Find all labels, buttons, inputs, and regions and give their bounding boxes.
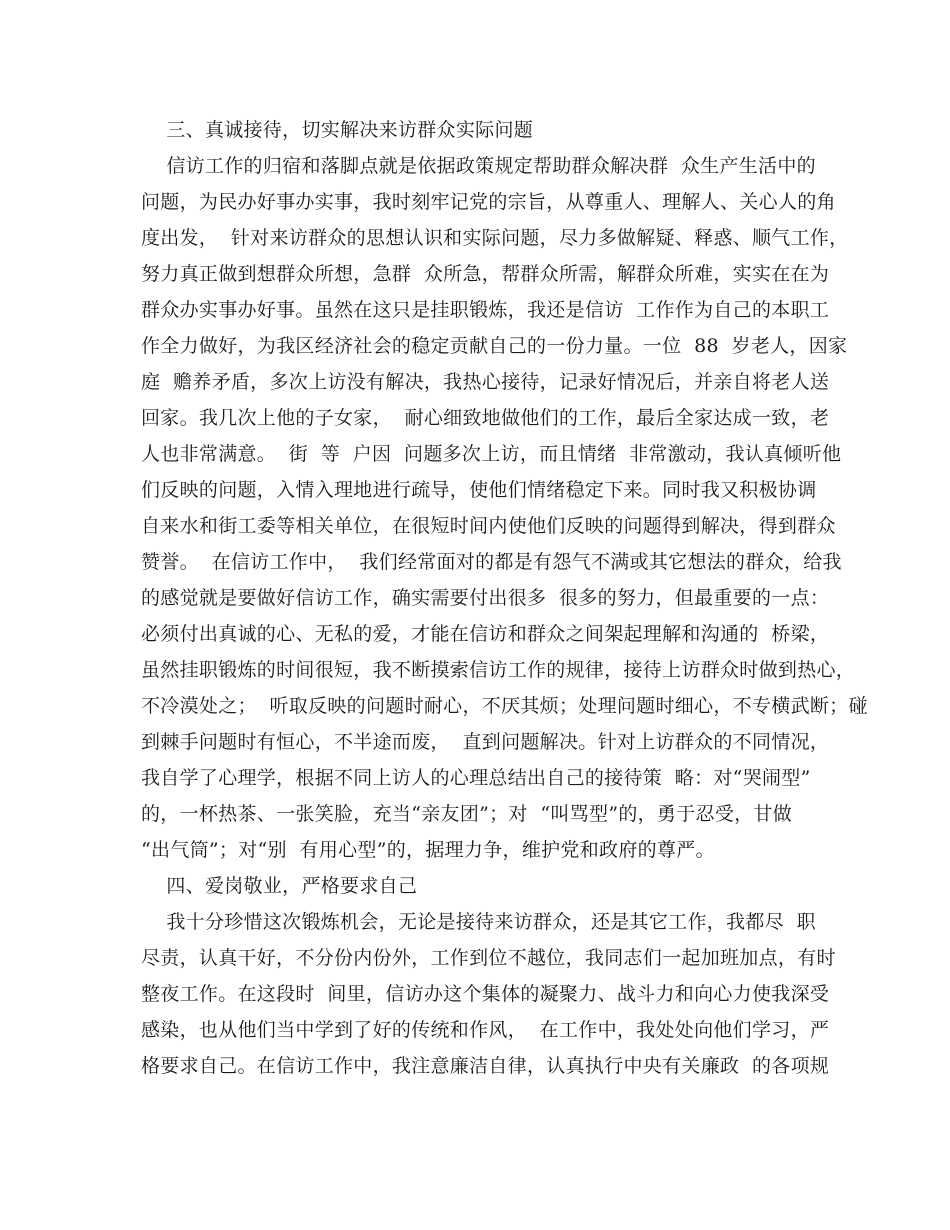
paragraph-line: 们反映的问题，入情入理地进行疏导，使他们情绪稳定下来。同时我又积极协调 <box>141 479 817 501</box>
paragraph-line: 信访工作的归宿和落脚点就是依据政策规定帮助群众解决群 众生产生活中的 <box>141 155 816 177</box>
paragraph-line: 人也非常满意。 街 等 户因 问题多次上访，而且情绪 非常激动，我认真倾听他 <box>141 443 842 465</box>
section-heading: 四、爱岗敬业，严格要求自己 <box>141 875 418 897</box>
paragraph-line: 的感觉就是要做好信访工作，确实需要付出很多 很多的努力，但最重要的一点： <box>141 587 830 609</box>
paragraph-line: 感染，也从他们当中学到了好的传统和作风， 在工作中，我处处向他们学习，严 <box>141 1019 830 1041</box>
paragraph-line: 作全力做好，为我区经济社会的稳定贡献自己的一份力量。一位 88 岁老人，因家 <box>141 335 848 357</box>
paragraph-line: 自来水和街工委等相关单位，在很短时间内使他们反映的问题得到解决，得到群众 <box>141 515 836 537</box>
paragraph-line: 问题，为民办好事办实事，我时刻牢记党的宗旨，从尊重人、理解人、关心人的角 <box>141 191 836 213</box>
paragraph-line: 度出发， 针对来访群众的思想认识和实际问题，尽力多做解疑、释惑、顺气工作， <box>141 227 849 249</box>
paragraph-line: 群众办实事办好事。虽然在这只是挂职锻炼，我还是信访 工作作为自己的本职工 <box>141 299 830 321</box>
paragraph-line: 不冷漠处之； 听取反映的问题时耐心，不厌其烦；处理问题时细心，不专横武断；碰 <box>141 695 868 717</box>
paragraph-line: 尽责，认真干好，不分份内份外，工作到位不越位，我同志们一起加班加点，有时 <box>141 947 836 969</box>
paragraph-line: 必须付出真诚的心、无私的爱，才能在信访和群众之间架起理解和沟通的 桥梁， <box>141 623 830 645</box>
paragraph-line: 虽然挂职锻炼的时间很短，我不断摸索信访工作的规律，接待上访群众时做到热心， <box>141 659 856 681</box>
paragraph-line: 努力真正做到想群众所想，急群 众所急，帮群众所需，解群众所难，实实在在为 <box>141 263 830 285</box>
paragraph-line: 整夜工作。在这段时 间里，信访办这个集体的凝聚力、战斗力和向心力使我深受 <box>141 983 830 1005</box>
paragraph-line: 格要求自己。在信访工作中，我注意廉洁自律，认真执行中央有关廉政 的各项规 <box>141 1055 830 1077</box>
section-heading: 三、真诚接待，切实解决来访群众实际问题 <box>141 119 534 141</box>
paragraph-line: 回家。我几次上他的子女家， 耐心细致地做他们的工作，最后全家达成一致，老 <box>141 407 830 429</box>
paragraph-line: 到棘手问题时有恒心，不半途而废， 直到问题解决。针对上访群众的不同情况， <box>141 731 830 753</box>
paragraph-line: 我十分珍惜这次锻炼机会，无论是接待来访群众，还是其它工作，我都尽 职 <box>141 911 816 933</box>
paragraph-line: 我自学了心理学，根据不同上访人的心理总结出自己的接待策 略：对“哭闹型” <box>141 767 811 789</box>
paragraph-line: “出气筒”；对“别 有用心型”的，据理力争，维护党和政府的尊严。 <box>141 839 715 861</box>
paragraph-line: 庭 赡养矛盾，多次上访没有解决，我热心接待，记录好情况后，并亲自将老人送 <box>141 371 830 393</box>
paragraph-line: 的，一杯热茶、一张笑脸，充当“亲友团”；对 “叫骂型”的，勇于忍受，甘做 <box>141 803 793 825</box>
paragraph-line: 赞誉。 在信访工作中， 我们经常面对的都是有怨气不满或其它想法的群众，给我 <box>141 551 842 573</box>
